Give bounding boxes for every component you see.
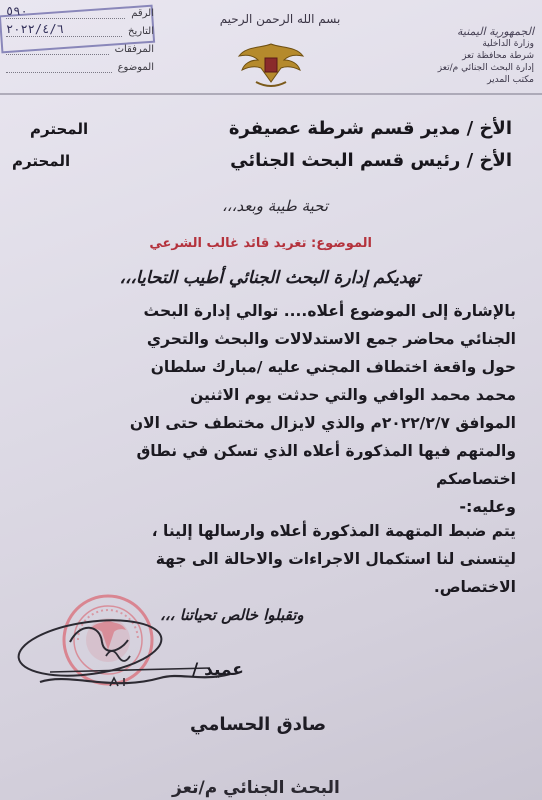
addressee-2: الأخ / رئيس قسم البحث الجنائي — [230, 150, 512, 171]
body-line-1: بالإشارة إلى الموضوع أعلاه.... توالي إدارة البحث — [143, 302, 516, 320]
body-line-4: محمد محمد الوافي والتي حدثت يوم الاثنين — [190, 386, 516, 404]
ref-date-value: ٢٠٢٢/٤/٦ — [6, 21, 64, 36]
ministry-line-republic: الجمهورية اليمنية — [456, 25, 534, 38]
wa-alayh-heading: وعليه:- — [459, 497, 516, 516]
ministry-block — [394, 26, 534, 86]
ref-number-value: ٥٩٠ — [6, 3, 28, 18]
request-line-2: ليتسنى لنا استكمال الاجراءات والاحالة الى جهة — [155, 550, 516, 568]
ministry-line-office: مكتب المدير — [487, 75, 534, 85]
body-line-6: والمتهم فيها المذكورة أعلاه الذي تسكن في نطاق — [136, 442, 516, 460]
addressee-1: الأخ / مدير قسم شرطة عصيفرة — [228, 118, 512, 139]
ref-subject-label: الموضوع — [117, 61, 154, 73]
dedication-line: تهديكم إدارة البحث الجنائي أطيب التحايا،،، — [119, 268, 421, 288]
body-line-7: اختصاصكم — [435, 470, 516, 488]
ref-row-subject — [6, 58, 154, 76]
body-line-2: الجنائي محاضر جمع الاستدلالات والبحث والتحري — [146, 330, 516, 348]
signatory-rank: عميد / — [192, 660, 244, 680]
closing-line: وتقبلوا خالص تحياتنا ،،، — [160, 606, 304, 624]
body-line-3: حول واقعة اختطاف المجني عليه /مبارك سلطان — [150, 358, 516, 376]
greeting: تحية طيبة وبعد،،، — [221, 197, 329, 215]
footer-text: البحث الجنائي م/تعز — [172, 778, 340, 798]
ref-date-label: التاريخ — [128, 25, 154, 37]
reference-block — [6, 4, 154, 86]
ministry-line-department: إدارة البحث الجنائي م/تعز — [437, 63, 534, 73]
request-line-3: الاختصاص. — [433, 578, 516, 596]
ref-row-number — [6, 4, 154, 22]
ref-number-label: الرقم — [131, 7, 154, 19]
basmala: بسم الله الرحمن الرحيم — [219, 12, 341, 26]
request-line-1: يتم ضبط المتهمة المذكورة أعلاه وارسالها إلينا ، — [151, 522, 516, 540]
subject-line — [149, 236, 372, 251]
subject-text: تغريد قائد غالب الشرعي — [149, 236, 307, 251]
ministry-line-ministry: وزارة الداخلية — [482, 39, 534, 49]
eagle-emblem-icon — [236, 38, 306, 90]
ref-attachments-label: المرفقات — [114, 43, 154, 55]
signatory-name: صادق الحسامي — [190, 714, 327, 735]
ministry-line-police: شرطة محافظة تعز — [462, 51, 534, 61]
addressee-2-honorific: المحترم — [12, 152, 71, 170]
subject-label: الموضوع: — [311, 236, 372, 251]
addressee-1-honorific: المحترم — [30, 120, 89, 138]
ref-row-attachments — [6, 40, 154, 58]
body-line-5: الموافق ٢٠٢٢/٢/٧م والذي لايزال مختطف حتى الان — [129, 414, 516, 432]
header-divider — [0, 93, 542, 95]
ref-row-date — [6, 22, 154, 40]
handwritten-signature-icon — [10, 612, 240, 702]
